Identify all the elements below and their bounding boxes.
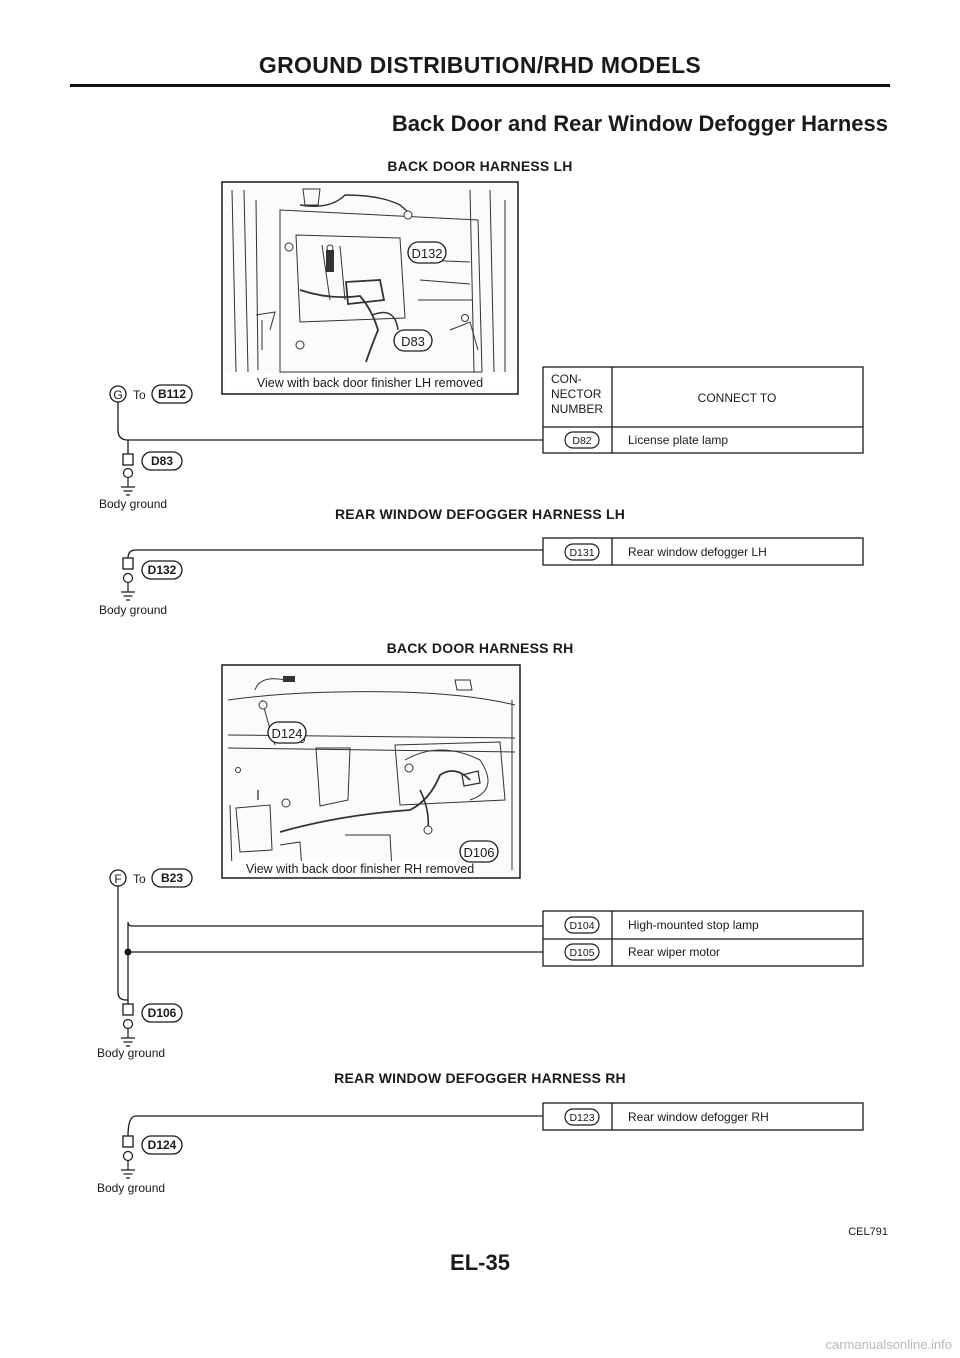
ground-label-rh: Body ground	[97, 1046, 166, 1060]
table-row-connect-to-license-plate: License plate lamp	[628, 433, 729, 447]
table-row-connector-d82: D82	[572, 435, 592, 447]
wiring-back-door-rh	[97, 869, 863, 1060]
header-title: GROUND DISTRIBUTION/RHD MODELS	[258, 52, 702, 78]
table-header-connect: CONNECT TO	[697, 391, 777, 405]
photo-back-door-rh	[222, 665, 520, 878]
photo-caption-lh: View with back door finisher LH removed	[256, 376, 484, 390]
table-row-connect-to-defogger-rh: Rear window defogger RH	[628, 1110, 769, 1124]
source-to-label: To	[133, 388, 146, 402]
ground-connector-d124: D124	[147, 1138, 177, 1152]
ground-label-defogger-rh: Body ground	[97, 1181, 166, 1195]
source-to-label-rh: To	[133, 872, 146, 886]
table-row-connect-to-defogger-lh: Rear window defogger LH	[628, 545, 767, 559]
ground-label-lh: Body ground	[99, 497, 168, 511]
photo-callout-d132: D132	[411, 246, 443, 261]
source-connector-b23: B23	[160, 871, 184, 885]
table-header-number-1: CON-	[551, 372, 582, 386]
table-row-connector-d104: D104	[569, 920, 595, 932]
source-connector-b112: B112	[157, 387, 187, 401]
photo-back-door-lh	[222, 182, 518, 394]
section-title-back-door-lh: BACK DOOR HARNESS LH	[387, 158, 573, 174]
table-row-connector-d123: D123	[569, 1112, 595, 1124]
wiring-defogger-lh	[99, 538, 863, 617]
watermark: carmanualsonline.info	[825, 1337, 952, 1352]
table-row-connect-to-wiper-motor: Rear wiper motor	[628, 945, 721, 959]
section-title-defogger-rh: REAR WINDOW DEFOGGER HARNESS RH	[334, 1070, 626, 1086]
wiring-back-door-lh	[99, 385, 543, 511]
table-header-number-3: NUMBER	[551, 402, 604, 416]
table-back-door-lh	[543, 367, 863, 453]
photo-callout-d83: D83	[401, 334, 425, 349]
table-row-connect-to-stop-lamp: High-mounted stop lamp	[628, 918, 759, 932]
photo-caption-rh: View with back door finisher RH removed	[245, 862, 475, 876]
splice-dot	[125, 949, 132, 956]
figure-code: CEL791	[848, 1226, 888, 1238]
ground-connector-d106: D106	[147, 1006, 177, 1020]
wiring-defogger-rh	[97, 1103, 863, 1195]
ground-connector-symbol-lh	[123, 454, 133, 465]
table-row-connector-d131: D131	[569, 547, 595, 559]
section-title-defogger-lh: REAR WINDOW DEFOGGER HARNESS LH	[334, 506, 626, 522]
ground-connector-d132: D132	[147, 563, 177, 577]
ground-connector-d83: D83	[150, 454, 174, 468]
source-letter-g: G	[113, 388, 123, 402]
photo-callout-d124: D124	[271, 726, 303, 741]
photo-callout-d106: D106	[463, 845, 495, 860]
page-heading: Back Door and Rear Window Defogger Harness	[391, 111, 888, 136]
page-number: EL-35	[450, 1250, 510, 1275]
section-title-back-door-rh: BACK DOOR HARNESS RH	[386, 640, 574, 656]
ground-label-defogger-lh: Body ground	[99, 603, 168, 617]
table-header-number-2: NECTOR	[551, 387, 602, 401]
source-letter-f: F	[114, 872, 122, 886]
table-row-connector-d105: D105	[569, 947, 595, 959]
